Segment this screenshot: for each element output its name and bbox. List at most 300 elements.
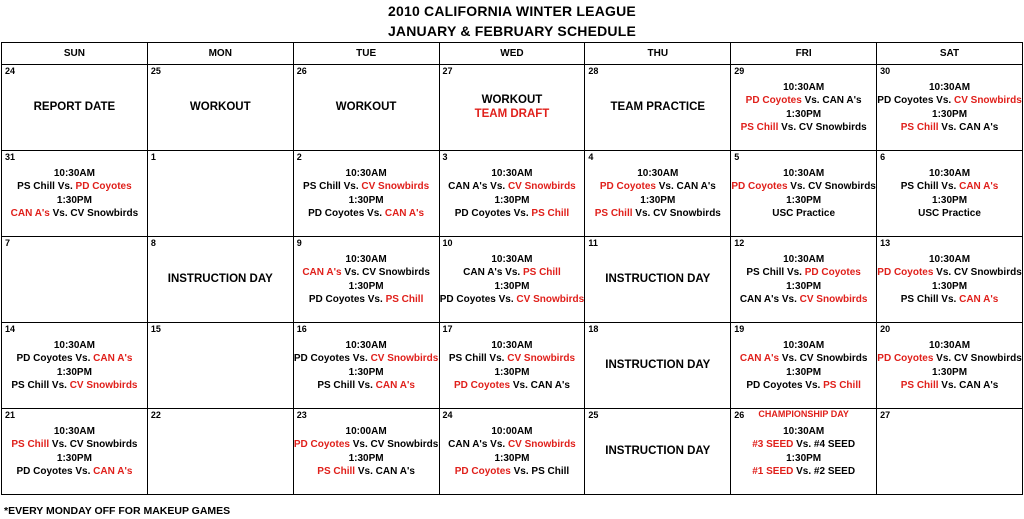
day-number: 9	[296, 238, 302, 248]
event-line	[637, 167, 678, 181]
day-events	[585, 409, 730, 494]
event-text: 1:30PM	[786, 108, 822, 120]
event-text: USC Practice	[772, 208, 836, 219]
event-text: 10:30AM	[345, 167, 387, 179]
highlighted-team: TEAM DRAFT	[474, 107, 550, 120]
highlighted-team: PD Coyotes	[293, 439, 350, 450]
event-line	[929, 253, 970, 267]
event-line	[440, 293, 585, 307]
event-text: PD Coyotes Vs.	[293, 353, 371, 364]
event-line	[772, 207, 835, 221]
day-events	[877, 323, 1022, 408]
day-events	[148, 65, 293, 150]
highlighted-team: #1 SEED	[752, 466, 794, 477]
event-text: 1:30PM	[494, 452, 530, 464]
highlighted-team: CV Snowbirds	[507, 181, 576, 192]
weekday-header-sat: SAT	[877, 43, 1023, 65]
event-text: 10:30AM	[783, 167, 825, 179]
highlighted-team: CV Snowbirds	[361, 181, 430, 192]
event-text: PD Coyotes Vs.	[308, 294, 386, 305]
day-number: 26	[296, 66, 307, 76]
day-events	[294, 409, 439, 494]
event-text: 1:30PM	[494, 280, 530, 292]
schedule-calendar	[1, 42, 1023, 495]
event-text: 10:30AM	[783, 425, 825, 437]
day-events	[731, 237, 876, 322]
event-line	[932, 108, 967, 122]
event-line	[475, 108, 550, 122]
event-line	[901, 180, 999, 194]
event-text: Vs. CV Snowbirds	[778, 122, 867, 133]
event-text: 10:00AM	[345, 425, 387, 437]
weekday-header-row	[2, 43, 1023, 65]
event-line	[783, 339, 824, 353]
day-number: 10	[442, 238, 453, 248]
event-text: INSTRUCTION DAY	[605, 444, 711, 457]
day-events	[148, 409, 293, 494]
event-line	[605, 445, 710, 459]
day-events	[731, 65, 876, 150]
day-cell	[731, 65, 877, 151]
day-events	[148, 323, 293, 408]
day-cell	[439, 151, 585, 237]
day-cell	[147, 237, 293, 323]
event-line	[786, 366, 821, 380]
highlighted-team: CAN A's	[739, 353, 780, 364]
day-number: 19	[734, 324, 745, 334]
event-text: 1:30PM	[786, 280, 822, 292]
day-number: 5	[734, 152, 740, 162]
day-events	[731, 151, 876, 236]
event-line	[877, 266, 1021, 280]
day-events	[2, 409, 147, 494]
day-events	[148, 237, 293, 322]
event-line	[741, 121, 867, 135]
day-number: 30	[880, 66, 891, 76]
day-events	[440, 151, 585, 236]
day-number: 17	[442, 324, 453, 334]
event-text: 1:30PM	[932, 366, 968, 378]
day-cell	[585, 237, 731, 323]
event-text: 10:30AM	[928, 253, 971, 265]
day-number: 24	[5, 66, 16, 76]
event-text: INSTRUCTION DAY	[167, 272, 273, 285]
event-line	[54, 339, 95, 353]
event-line	[57, 194, 92, 208]
event-line	[877, 352, 1021, 366]
event-line	[877, 94, 1022, 108]
event-text: 1:30PM	[56, 194, 92, 206]
event-text: TEAM PRACTICE	[610, 100, 706, 113]
event-line	[190, 101, 251, 115]
event-text: 10:30AM	[53, 339, 95, 351]
day-events	[585, 237, 730, 322]
day-events	[440, 323, 585, 408]
event-text: REPORT DATE	[33, 100, 116, 113]
day-cell	[877, 323, 1023, 409]
event-line	[786, 194, 821, 208]
event-text: Vs. CV Snowbirds	[49, 439, 138, 450]
day-number: 11	[588, 238, 598, 248]
event-text: Vs. PS Chill	[510, 466, 570, 477]
day-cell	[731, 237, 877, 323]
event-text: PS Chill Vs.	[11, 380, 70, 391]
day-events	[294, 323, 439, 408]
highlighted-team: PD Coyotes	[599, 181, 656, 192]
week-row	[2, 151, 1023, 237]
event-line	[346, 253, 387, 267]
event-line	[11, 207, 139, 221]
event-text: 10:30AM	[783, 253, 825, 265]
event-text: WORKOUT	[189, 100, 251, 113]
event-line	[16, 465, 132, 479]
event-text: 1:30PM	[786, 366, 822, 378]
day-cell	[147, 323, 293, 409]
day-number: 3	[442, 152, 448, 162]
event-line	[349, 280, 384, 294]
event-line	[932, 366, 967, 380]
event-line	[449, 352, 575, 366]
event-text: Vs. CAN A's	[355, 466, 415, 477]
event-line	[349, 194, 384, 208]
event-text: 1:30PM	[932, 108, 968, 120]
event-line	[901, 293, 999, 307]
event-text: 1:30PM	[640, 194, 676, 206]
event-text: 10:30AM	[345, 339, 387, 351]
event-text: Vs. CAN A's	[938, 122, 999, 133]
highlighted-team: CV Snowbirds	[507, 439, 576, 450]
day-events	[2, 151, 147, 236]
highlighted-team: CAN A's	[375, 380, 415, 391]
event-line	[494, 452, 529, 466]
day-cell	[293, 323, 439, 409]
event-text: 1:30PM	[348, 194, 384, 206]
highlighted-team: CV Snowbirds	[953, 95, 1022, 106]
highlighted-team: PD Coyotes	[453, 380, 511, 391]
day-number: 18	[588, 324, 599, 334]
event-text: 1:30PM	[56, 452, 92, 464]
event-text: PS Chill Vs.	[900, 294, 960, 305]
day-cell	[147, 151, 293, 237]
day-cell	[731, 151, 877, 237]
day-cell	[877, 237, 1023, 323]
event-text: CAN A's Vs.	[448, 439, 508, 450]
day-cell	[2, 151, 148, 237]
event-line	[783, 425, 824, 439]
event-line	[34, 101, 116, 115]
day-cell	[293, 65, 439, 151]
event-text: INSTRUCTION DAY	[605, 272, 711, 285]
day-number: 26	[734, 410, 745, 420]
event-line	[786, 280, 821, 294]
day-number: 23	[296, 410, 307, 420]
event-text: 1:30PM	[348, 452, 384, 464]
day-cell	[2, 323, 148, 409]
highlighted-team: CAN A's	[302, 267, 342, 278]
highlighted-team: CV Snowbirds	[516, 294, 585, 305]
highlighted-team: PD Coyotes	[877, 353, 934, 364]
event-text: 1:30PM	[786, 452, 822, 464]
event-text: 1:30PM	[494, 194, 530, 206]
event-text: Vs. CAN A's	[801, 95, 862, 106]
event-text: CAN A's Vs.	[463, 267, 523, 278]
event-line	[168, 273, 273, 287]
event-text: 10:30AM	[783, 81, 825, 93]
event-line	[746, 266, 860, 280]
highlighted-team: #3 SEED	[752, 439, 794, 450]
weekday-header-thu: THU	[585, 43, 731, 65]
event-line	[600, 180, 716, 194]
day-number: 28	[588, 66, 599, 76]
event-line	[491, 167, 532, 181]
day-number: 31	[5, 152, 16, 162]
event-line	[336, 101, 397, 115]
day-number: 20	[880, 324, 891, 334]
highlighted-team: CV Snowbirds	[507, 353, 576, 364]
event-line	[455, 465, 569, 479]
event-text: 10:30AM	[345, 253, 387, 265]
event-text: Vs. CV Snowbirds	[49, 208, 139, 219]
day-number: 15	[150, 324, 161, 334]
event-text: 1:30PM	[56, 366, 92, 378]
event-line	[294, 438, 438, 452]
day-cell	[731, 323, 877, 409]
event-text: 1:30PM	[786, 194, 822, 206]
event-text: Vs. CV Snowbirds	[779, 353, 868, 364]
event-text: PS Chill Vs.	[303, 181, 362, 192]
event-line	[929, 81, 970, 95]
day-events	[294, 151, 439, 236]
day-cell	[585, 65, 731, 151]
day-number: 16	[296, 324, 307, 334]
day-number: 4	[588, 152, 594, 162]
highlighted-team: PS Chill	[740, 122, 779, 133]
day-number: 25	[150, 66, 161, 76]
event-line	[349, 366, 384, 380]
day-events	[2, 323, 147, 408]
event-line	[783, 167, 824, 181]
week-row	[2, 323, 1023, 409]
day-number: 8	[150, 238, 156, 248]
event-text: 10:30AM	[491, 339, 533, 351]
event-text: Vs. CV Snowbirds	[341, 267, 430, 278]
highlighted-team: CAN A's	[10, 208, 50, 219]
highlighted-team: PS Chill	[594, 208, 633, 219]
event-text: Vs. CV Snowbirds	[933, 267, 1022, 278]
event-line	[482, 94, 543, 108]
day-events	[440, 409, 585, 494]
event-line	[494, 280, 529, 294]
event-text: 10:30AM	[53, 167, 95, 179]
day-events	[877, 237, 1022, 322]
day-cell	[147, 409, 293, 495]
day-cell	[877, 151, 1023, 237]
event-line	[454, 379, 570, 393]
event-text: PD Coyotes Vs.	[16, 353, 94, 364]
day-number: 27	[442, 66, 453, 76]
event-line	[611, 101, 706, 115]
highlighted-team: PD Coyotes	[745, 95, 802, 106]
event-line	[918, 207, 981, 221]
event-line	[54, 425, 95, 439]
day-events	[585, 151, 730, 236]
event-line	[54, 167, 95, 181]
event-line	[605, 273, 710, 287]
event-line	[11, 438, 137, 452]
event-text: 10:30AM	[637, 167, 679, 179]
event-line	[11, 379, 137, 393]
event-text: CAN A's Vs.	[448, 181, 508, 192]
weekday-header-fri: FRI	[731, 43, 877, 65]
footer-note: *EVERY MONDAY OFF FOR MAKEUP GAMES	[4, 505, 231, 517]
event-line	[317, 379, 415, 393]
day-events	[148, 151, 293, 236]
event-text: PD Coyotes Vs.	[439, 294, 517, 305]
day-cell	[293, 151, 439, 237]
event-text: PD Coyotes Vs.	[454, 208, 532, 219]
highlighted-team: PS Chill	[900, 380, 939, 391]
weekday-header-tue: TUE	[293, 43, 439, 65]
highlighted-team: CV Snowbirds	[69, 380, 138, 391]
event-line	[752, 465, 855, 479]
day-events	[2, 237, 147, 322]
event-line	[786, 452, 821, 466]
day-number: 25	[588, 410, 599, 420]
day-number: 6	[880, 152, 886, 162]
day-cell	[439, 65, 585, 151]
event-line	[731, 180, 875, 194]
event-text: Vs. CV Snowbirds	[787, 181, 876, 192]
event-line	[595, 207, 721, 221]
week-row	[2, 65, 1023, 151]
day-cell	[439, 323, 585, 409]
event-text: 1:30PM	[348, 280, 384, 292]
weekday-header-mon: MON	[147, 43, 293, 65]
highlighted-team: PD Coyotes	[877, 267, 934, 278]
event-line	[302, 266, 430, 280]
event-text: 1:30PM	[348, 366, 384, 378]
event-line	[605, 359, 710, 373]
event-line	[746, 379, 861, 393]
highlighted-team: PD Coyotes	[75, 181, 132, 192]
day-number: 12	[734, 238, 745, 248]
day-events	[731, 323, 876, 408]
event-text: 1:30PM	[494, 366, 530, 378]
day-cell	[2, 409, 148, 495]
event-line	[491, 339, 532, 353]
day-events	[877, 65, 1022, 150]
event-text: 10:30AM	[491, 167, 533, 179]
event-line	[786, 108, 821, 122]
event-text: CAN A's Vs.	[739, 294, 800, 305]
event-line	[16, 352, 132, 366]
event-text: PD Coyotes Vs.	[16, 466, 94, 477]
event-line	[640, 194, 675, 208]
event-line	[929, 167, 970, 181]
event-line	[448, 180, 576, 194]
day-cell	[2, 65, 148, 151]
event-text: Vs. #2 SEED	[793, 466, 856, 477]
day-cell	[585, 323, 731, 409]
event-text: PS Chill Vs.	[17, 181, 76, 192]
event-line	[929, 339, 970, 353]
event-text: INSTRUCTION DAY	[605, 358, 711, 371]
day-cell	[439, 237, 585, 323]
day-cell	[877, 409, 1023, 495]
highlighted-team: PS Chill	[385, 294, 424, 305]
day-cell	[585, 409, 731, 495]
event-text: Vs. CAN A's	[510, 380, 570, 391]
event-text: 10:30AM	[928, 81, 971, 93]
highlighted-team: PS Chill	[11, 439, 50, 450]
highlighted-team: PD Coyotes	[804, 267, 861, 278]
schedule-subtitle: JANUARY & FEBRUARY SCHEDULE	[387, 23, 637, 39]
weekday-header-wed: WED	[439, 43, 585, 65]
day-events	[585, 323, 730, 408]
event-text: 1:30PM	[932, 194, 968, 206]
event-line	[308, 207, 424, 221]
highlighted-team: PS Chill	[823, 380, 861, 391]
day-number: 14	[5, 324, 16, 334]
event-text: Vs. CAN A's	[655, 181, 716, 192]
event-line	[346, 425, 387, 439]
event-line	[494, 194, 529, 208]
day-cell	[293, 409, 439, 495]
highlighted-team: PS Chill	[531, 208, 570, 219]
event-text: Vs. CAN A's	[938, 380, 999, 391]
day-cell	[2, 237, 148, 323]
event-line	[349, 452, 384, 466]
schedule-title: 2010 CALIFORNIA WINTER LEAGUE	[388, 3, 636, 19]
event-text: 10:00AM	[491, 425, 533, 437]
event-line	[346, 167, 387, 181]
day-events	[294, 237, 439, 322]
day-number: 24	[442, 410, 453, 420]
day-number: 29	[734, 66, 745, 76]
week-row	[2, 409, 1023, 495]
event-text: 10:30AM	[928, 167, 971, 179]
event-line	[455, 207, 570, 221]
event-text: PD Coyotes Vs.	[746, 380, 824, 391]
event-line	[901, 379, 999, 393]
day-cell	[293, 237, 439, 323]
event-line	[740, 293, 868, 307]
highlighted-team: PS Chill	[522, 267, 561, 278]
event-line	[57, 366, 92, 380]
event-line	[463, 266, 561, 280]
day-number: 2	[296, 152, 302, 162]
highlighted-team: CAN A's	[93, 353, 133, 364]
highlighted-team: PD Coyotes	[731, 181, 788, 192]
highlighted-team: CAN A's	[93, 466, 133, 477]
event-text: PS Chill Vs.	[317, 380, 376, 391]
event-text: Vs. CV Snowbirds	[349, 439, 439, 450]
day-cell	[731, 409, 877, 495]
event-text: PS Chill Vs.	[448, 353, 508, 364]
day-number: 1	[150, 152, 156, 162]
day-number: 21	[5, 410, 16, 420]
weekday-header-sun: SUN	[2, 43, 148, 65]
event-line	[448, 438, 576, 452]
day-number: 7	[5, 238, 11, 248]
day-events	[440, 237, 585, 322]
event-line	[317, 465, 415, 479]
event-text: USC Practice	[918, 208, 981, 219]
event-line	[309, 293, 424, 307]
event-line	[746, 94, 862, 108]
event-text: PS Chill Vs.	[900, 181, 960, 192]
event-text: Vs. CV Snowbirds	[933, 353, 1022, 364]
